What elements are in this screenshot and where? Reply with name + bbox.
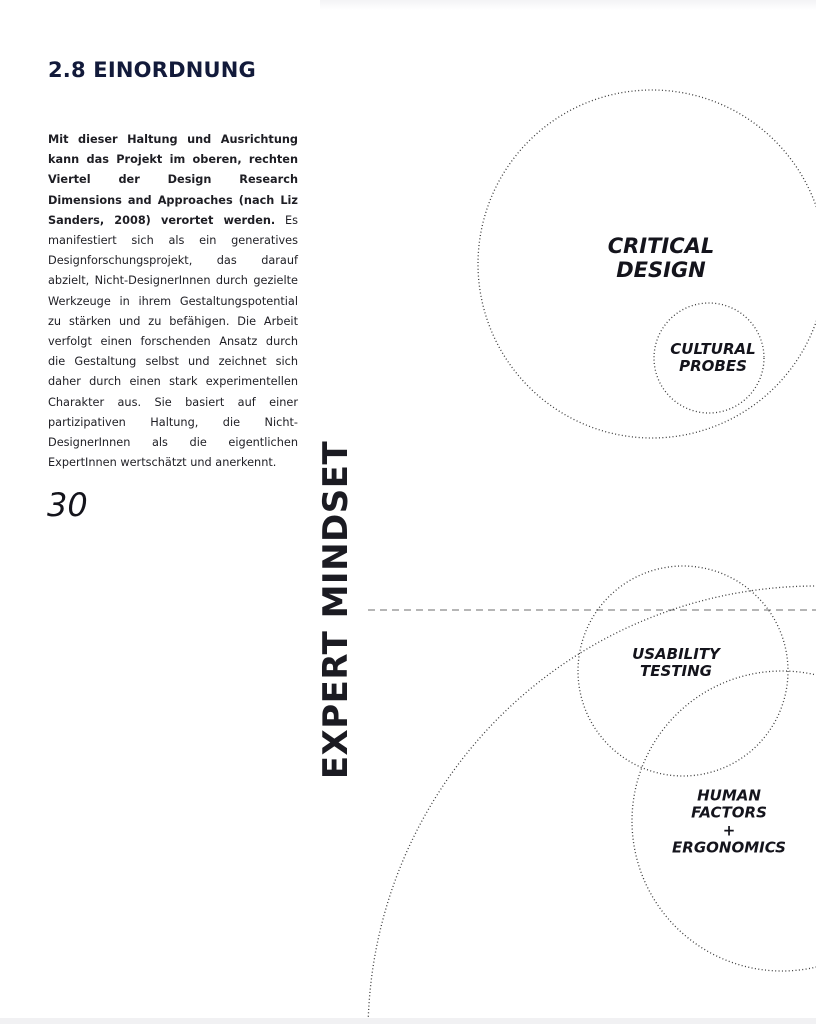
page-number: 30	[47, 486, 88, 524]
usability-testing-label: USABILITY TESTING	[632, 644, 720, 680]
critical-design-label: CRITICAL DESIGN	[607, 233, 715, 282]
cultural-probes-label: CULTURAL PROBES	[670, 339, 756, 375]
human-factors-label: HUMAN FACTORS + ERGONOMICS	[672, 786, 786, 857]
body-bold-text: Mit dieser Haltung und Ausrichtung kann das Projekt im oberen, rechten Viertel der Design Research Dimensions and Approaches (nach Liz Sanders, 2008) verortet werden.	[48, 133, 298, 227]
page-title: 2.8 EINORDNUNG	[48, 58, 256, 82]
expert-mindset-label: EXPERT MINDSET	[316, 440, 356, 780]
page-bottom-edge	[0, 1018, 816, 1024]
body-regular-text: Es manifestiert sich als ein generatives Designforschungsprojekt, das darauf abzielt, Nicht-DesignerInnen durch gezielte Werkzeuge in ihrem Gestaltungspotential zu stärken und zu befähigen. Die Arbeit verfolgt einen forschenden Ansatz durch die Gestaltung selbst und zeichnet sich daher durch einen stark experimentellen Charakter aus. Sie basiert auf einer partizipativen Haltung, die Nicht-DesignerInnen als die eigentlichen ExpertInnen wertschätzt und anerkennt.	[48, 213, 298, 470]
